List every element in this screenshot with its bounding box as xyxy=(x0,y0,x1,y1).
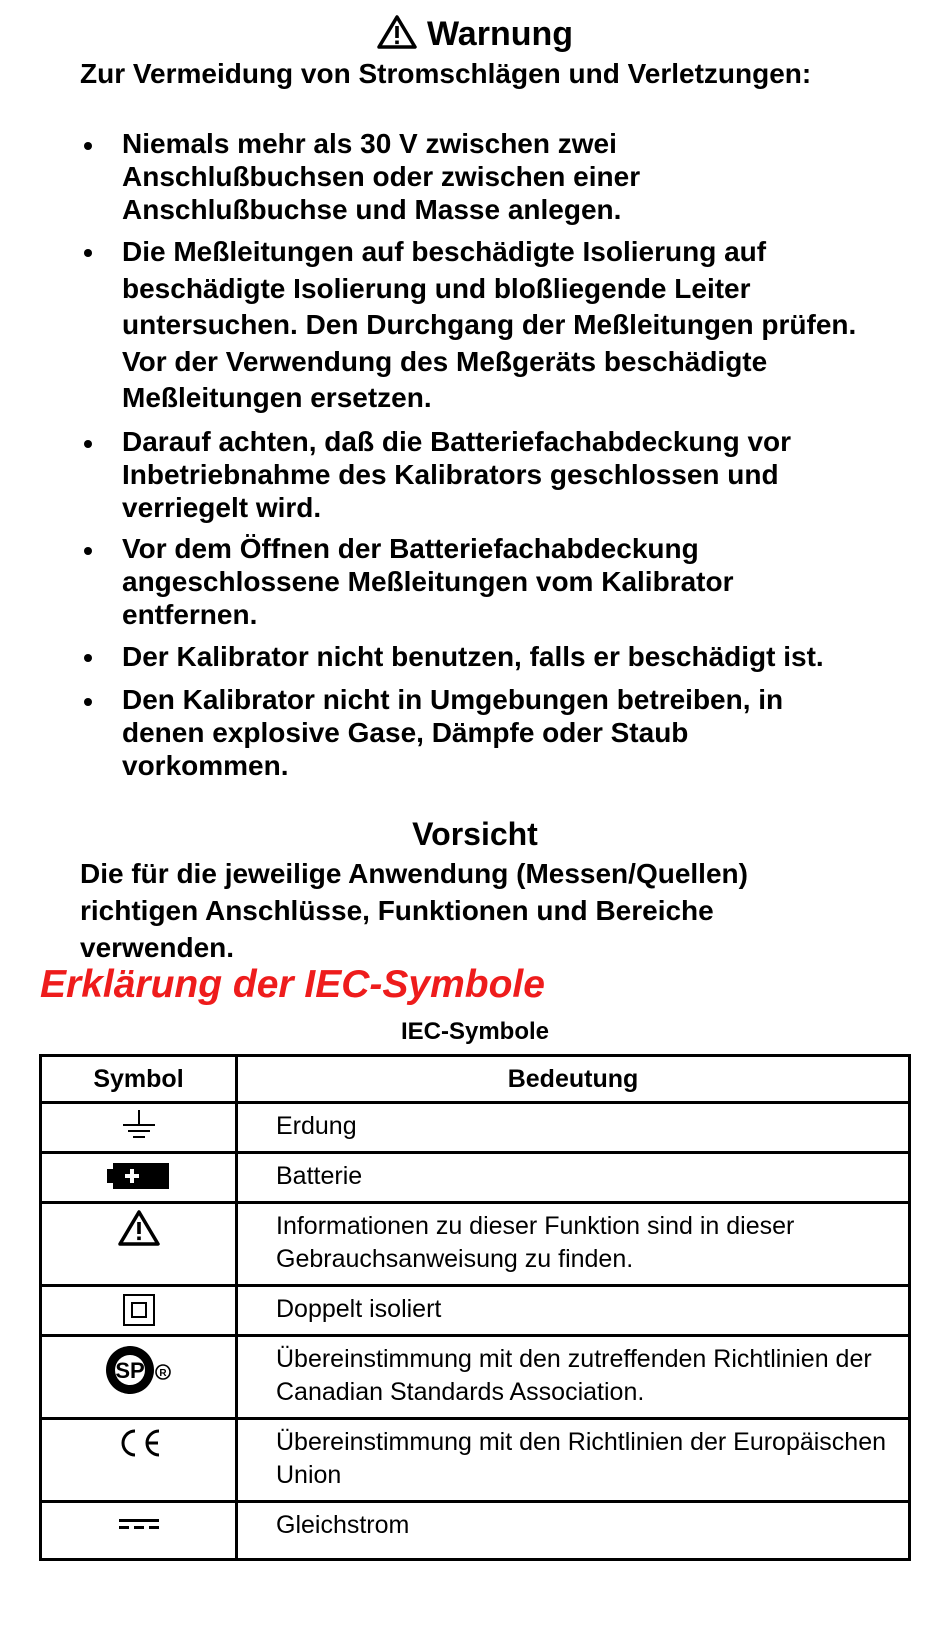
bullet-icon xyxy=(84,440,92,448)
symbol-cell xyxy=(41,1286,237,1336)
table-row xyxy=(41,1153,910,1203)
meaning-cell: Doppelt isoliert xyxy=(237,1286,910,1336)
iec-symbols-table xyxy=(39,1054,911,1561)
direct-current-icon xyxy=(117,1509,161,1535)
warning-triangle-icon xyxy=(377,15,417,49)
warning-item-text: Der Kalibrator nicht benutzen, falls er beschädigt ist. xyxy=(122,640,824,672)
symbol-cell xyxy=(41,1419,237,1502)
symbol-cell xyxy=(41,1336,237,1419)
warning-intro: Zur Vermeidung von Stromschlägen und Verletzungen: xyxy=(80,58,812,89)
warning-item-text: Den Kalibrator nicht in Umgebungen betreiben, in denen explosive Gase, Dämpfe oder Staub vorkommen. xyxy=(122,684,784,781)
warning-item xyxy=(80,532,860,631)
symbol-cell xyxy=(41,1153,237,1203)
meaning-cell: Batterie xyxy=(237,1153,910,1203)
ce-mark-icon xyxy=(114,1426,164,1460)
table-header-row xyxy=(41,1056,910,1103)
bullet-icon xyxy=(84,698,92,706)
warning-item xyxy=(80,683,860,782)
bullet-icon xyxy=(84,547,92,555)
meaning-cell: Übereinstimmung mit den Richtlinien der Europäischen Union xyxy=(237,1419,910,1502)
meaning-cell: Gleichstrom xyxy=(237,1502,910,1560)
warning-item xyxy=(80,639,860,676)
double-insulation-icon xyxy=(122,1293,156,1327)
warning-item xyxy=(80,127,860,226)
battery-icon xyxy=(107,1160,171,1192)
warning-heading xyxy=(0,14,950,54)
warning-heading-text: Warnung xyxy=(426,15,574,53)
warning-item xyxy=(80,425,860,524)
ground-icon xyxy=(119,1110,159,1142)
csa-mark-icon xyxy=(104,1343,174,1397)
svg-text:SP: SP xyxy=(114,1358,145,1383)
warning-list xyxy=(80,127,860,790)
meaning-column-header: Bedeutung xyxy=(237,1056,910,1103)
table-row xyxy=(41,1502,910,1560)
meaning-cell: Übereinstimmung mit den zutreffenden Richtlinien der Canadian Standards Association. xyxy=(237,1336,910,1419)
meaning-cell: Erdung xyxy=(237,1103,910,1153)
symbol-cell xyxy=(41,1502,237,1560)
table-row xyxy=(41,1203,910,1286)
bullet-icon xyxy=(84,249,92,257)
symbol-cell xyxy=(41,1103,237,1153)
table-row xyxy=(41,1336,910,1419)
table-row xyxy=(41,1103,910,1153)
caution-text: Die für die jeweilige Anwendung (Messen/Quellen) richtigen Anschlüsse, Funktionen und Bereiche verwenden. xyxy=(80,858,748,963)
warning-item-text: Vor dem Öffnen der Batteriefachabdeckung angeschlossene Meßleitungen vom Kalibrator entfernen. xyxy=(122,532,734,630)
symbol-cell xyxy=(41,1203,237,1286)
warning-item-text: Die Meßleitungen auf beschädigte Isolierung auf beschädigte Isolierung und bloßliegende Leiter untersuchen. Den Durchgang der Meßleitungen prüfen. Vor der Verwendung des Meßgeräts beschädigte Meßleitungen ersetzen. xyxy=(122,236,857,413)
warning-item-text: Darauf achten, daß die Batteriefachabdeckung vor Inbetriebnahme des Kalibrators geschlossen und verriegelt wird. xyxy=(122,425,792,523)
svg-text:R: R xyxy=(158,1368,167,1379)
meaning-cell: Informationen zu dieser Funktion sind in dieser Gebrauchsanweisung zu finden. xyxy=(237,1203,910,1286)
bullet-icon xyxy=(84,142,92,150)
table-caption: IEC-Symbole xyxy=(400,1018,550,1045)
warning-item-text: Niemals mehr als 30 V zwischen zwei Anschlußbuchsen oder zwischen einer Anschlußbuchse und Masse anlegen. xyxy=(122,128,641,225)
section-title: Erklärung der IEC-Symbole xyxy=(40,963,545,1006)
symbol-column-header: Symbol xyxy=(41,1056,237,1103)
table-row xyxy=(41,1419,910,1502)
warning-triangle-icon xyxy=(118,1210,160,1246)
bullet-icon xyxy=(84,654,92,662)
caution-heading: Vorsicht xyxy=(412,816,538,852)
warning-item xyxy=(80,234,860,417)
table-row xyxy=(41,1286,910,1336)
